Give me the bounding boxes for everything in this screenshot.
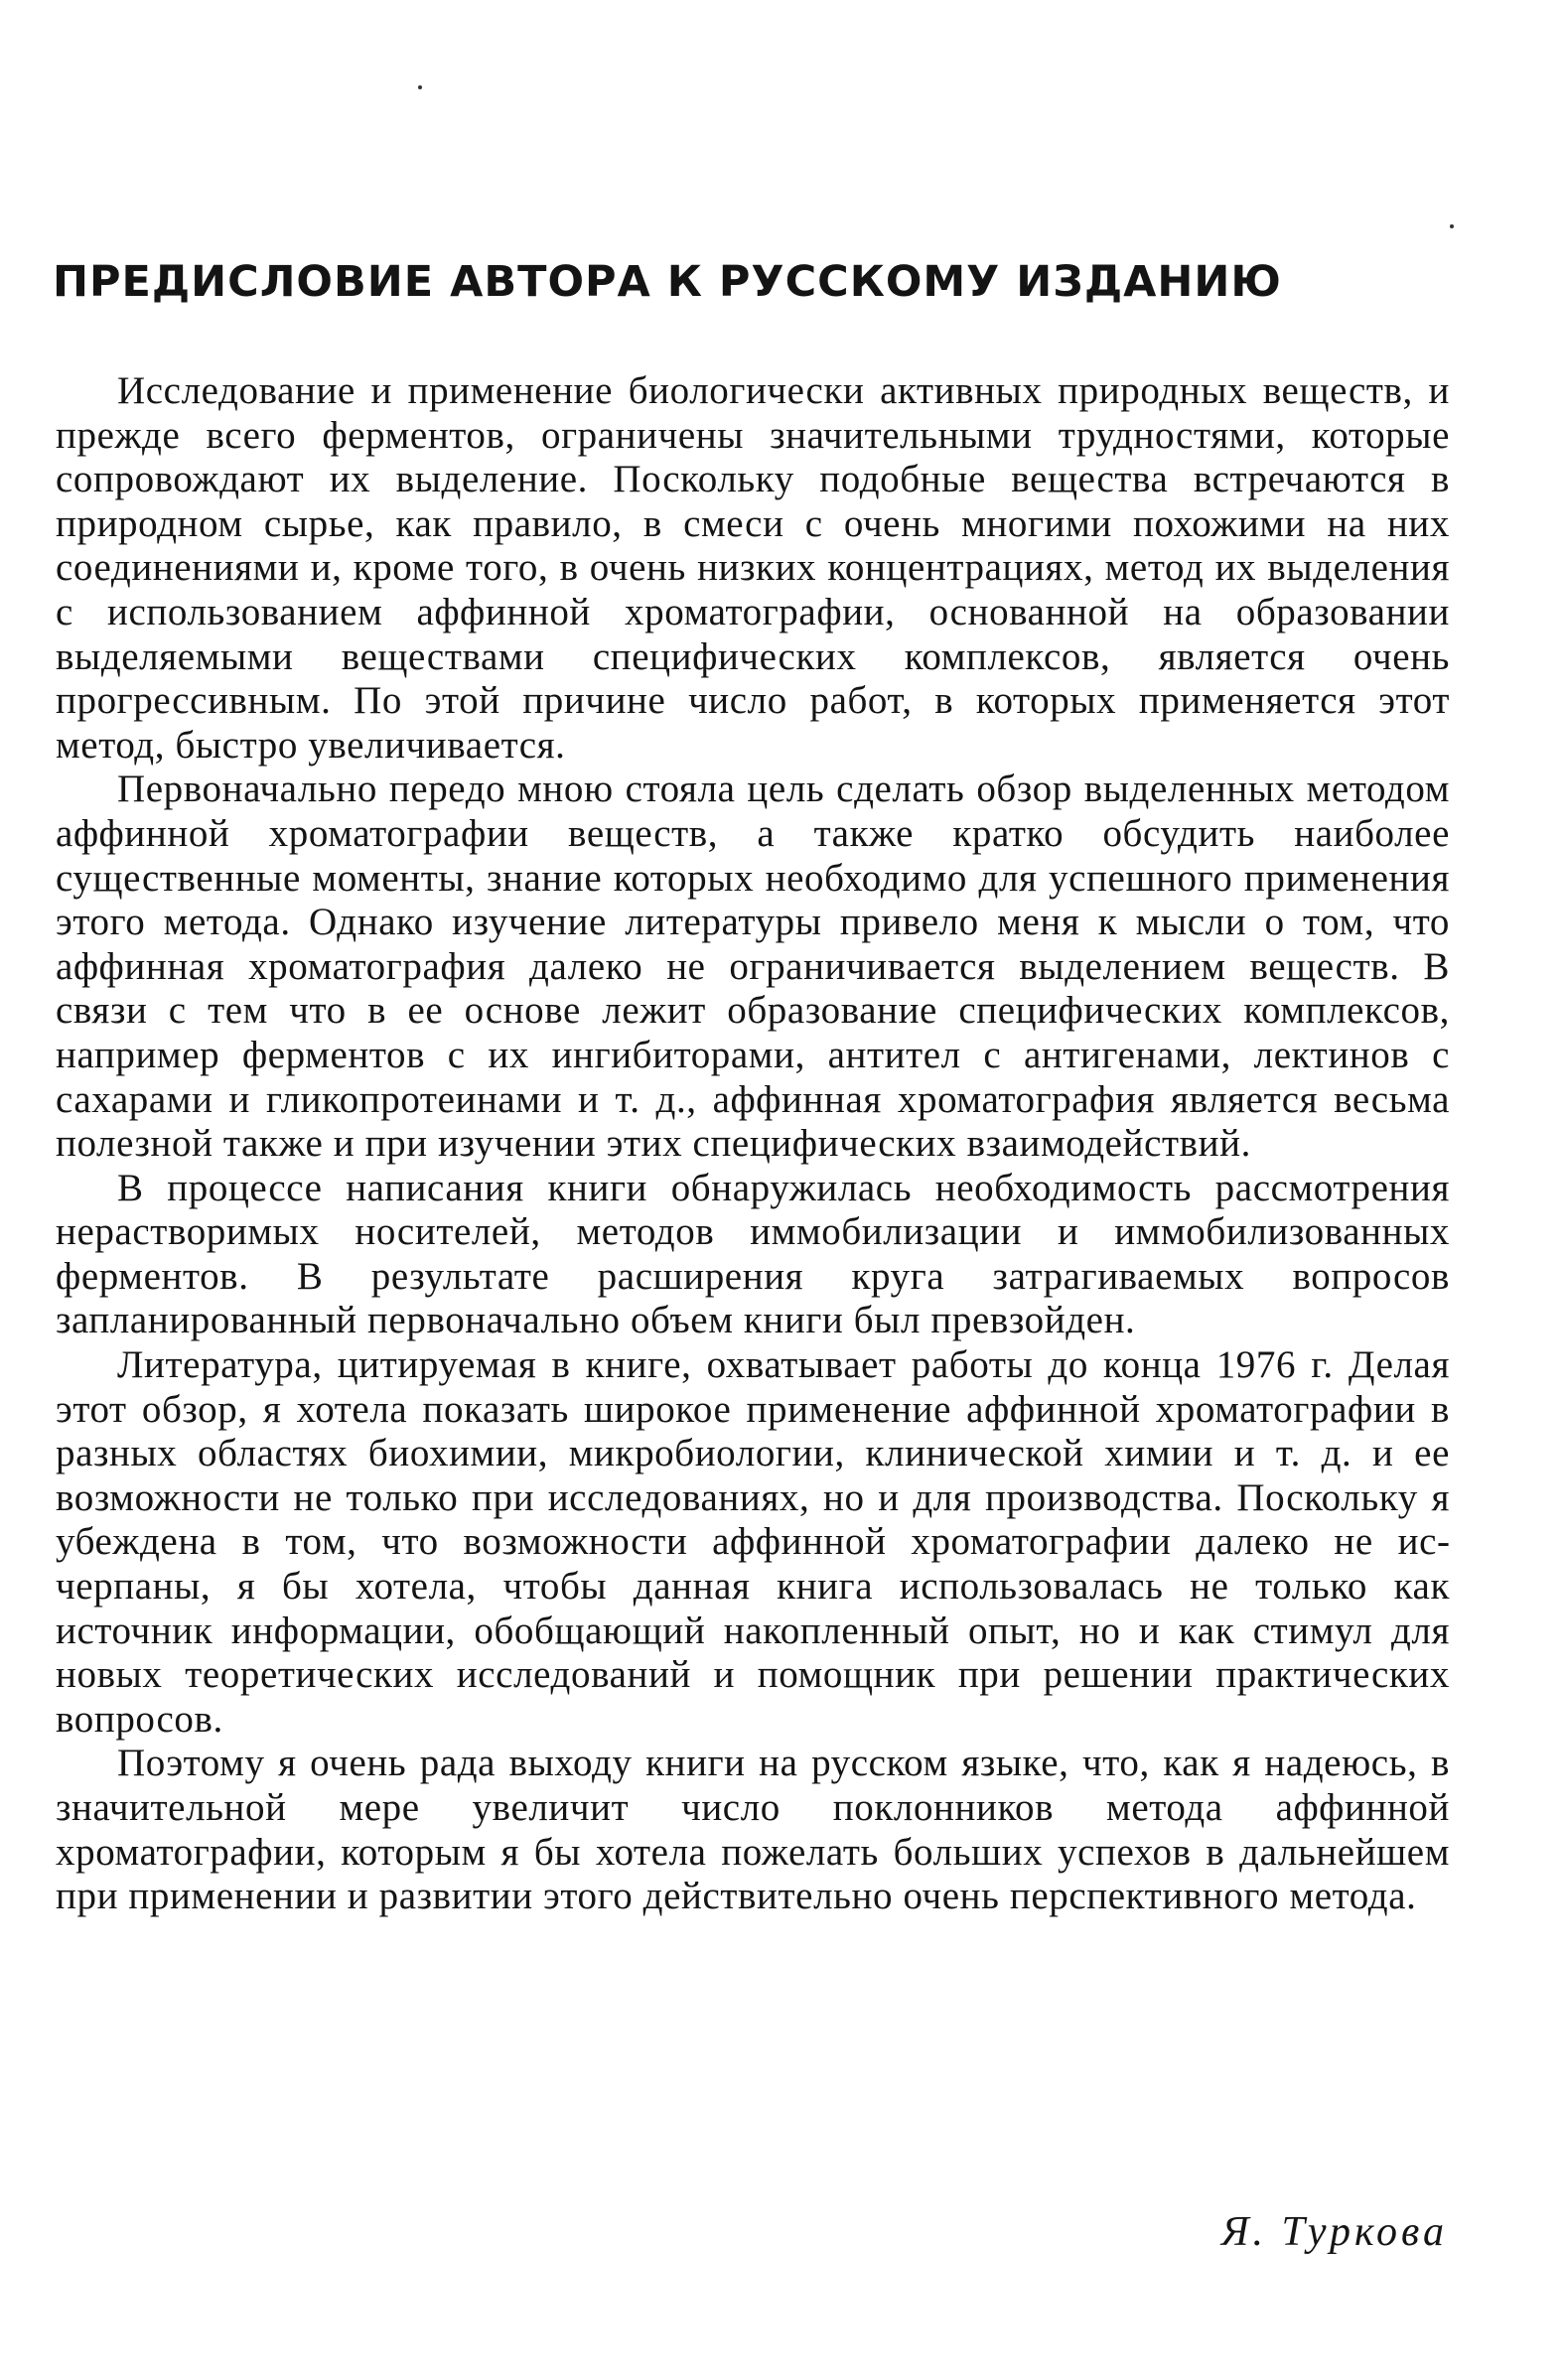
- paragraph-1: Исследование и применение биологически активных природных веществ, и прежде всего ферментов, ограничены значительными трудностями, которые сопровождают их выделение. Поскольку подобные вещества встречаются в природном сырье, как правило, в смеси с очень многими похожими на них соединениями и, кроме того, в очень низких концентрациях, метод их выделения с использованием аффинной хроматографии, основанной на образовании выделяемыми веществами специфических комплексов, является очень прогрессивным. По этой причине число работ, в которых применяется этот метод, быстро увеличивается.: [56, 369, 1450, 767]
- paragraph-5: Поэтому я очень рада выходу книги на русском языке, что, как я надеюсь, в значительной мере увеличит число поклонников метода аффинной хроматографии, которым я бы хотела пожелать больших успехов в дальнейшем при применении и развитии этого действительно очень перспективного метода.: [56, 1742, 1450, 1918]
- page-title: ПРЕДИСЛОВИЕ АВТОРА К РУССКОМУ ИЗДАНИЮ: [53, 257, 1282, 307]
- preface-body: [56, 369, 1450, 1919]
- scan-speck: [1450, 224, 1454, 228]
- paragraph-3: В процессе написания книги обнаружилась необходимость рассмотрения нерастворимых носителей, методов иммобилизации и иммобилизованных ферментов. В результате расширения круга затрагиваемых вопросов запланированный первоначально объем книги был превзойден.: [56, 1166, 1450, 1342]
- scan-speck: [418, 85, 422, 89]
- paragraph-4: Литература, цитируемая в книге, охватывает работы до конца 1976 г. Делая этот обзор, я хотела показать широкое применение аффинной хроматографии в разных областях биохимии, микробиологии, клинической химии и т. д. и ее возможности не только при исследованиях, но и для производства. Поскольку я убеждена в том, что возможности аффинной хроматографии далеко не исчерпаны, я бы хотела, чтобы данная книга использовалась не только как источник информации, обобщающий накопленный опыт, но и как стимул для новых теоретических исследований и помощник при решении практических вопросов.: [56, 1343, 1450, 1741]
- paragraph-2: Первоначально передо мною стояла цель сделать обзор выделенных методом аффинной хроматографии веществ, а также кратко обсудить наиболее существенные моменты, знание которых необходимо для успешного применения этого метода. Однако изучение литературы привело меня к мысли о том, что аффинная хроматография далеко не ограничивается выделением веществ. В связи с тем что в ее основе лежит образование специфических комплексов, например ферментов с их ингибиторами, антител с антигенами, лектинов с сахарами и гликопротеинами и т. д., аффинная хроматография является весьма полезной также и при изучении этих специфических взаимодействий.: [56, 768, 1450, 1166]
- author-signature: Я. Туркова: [1220, 2209, 1448, 2255]
